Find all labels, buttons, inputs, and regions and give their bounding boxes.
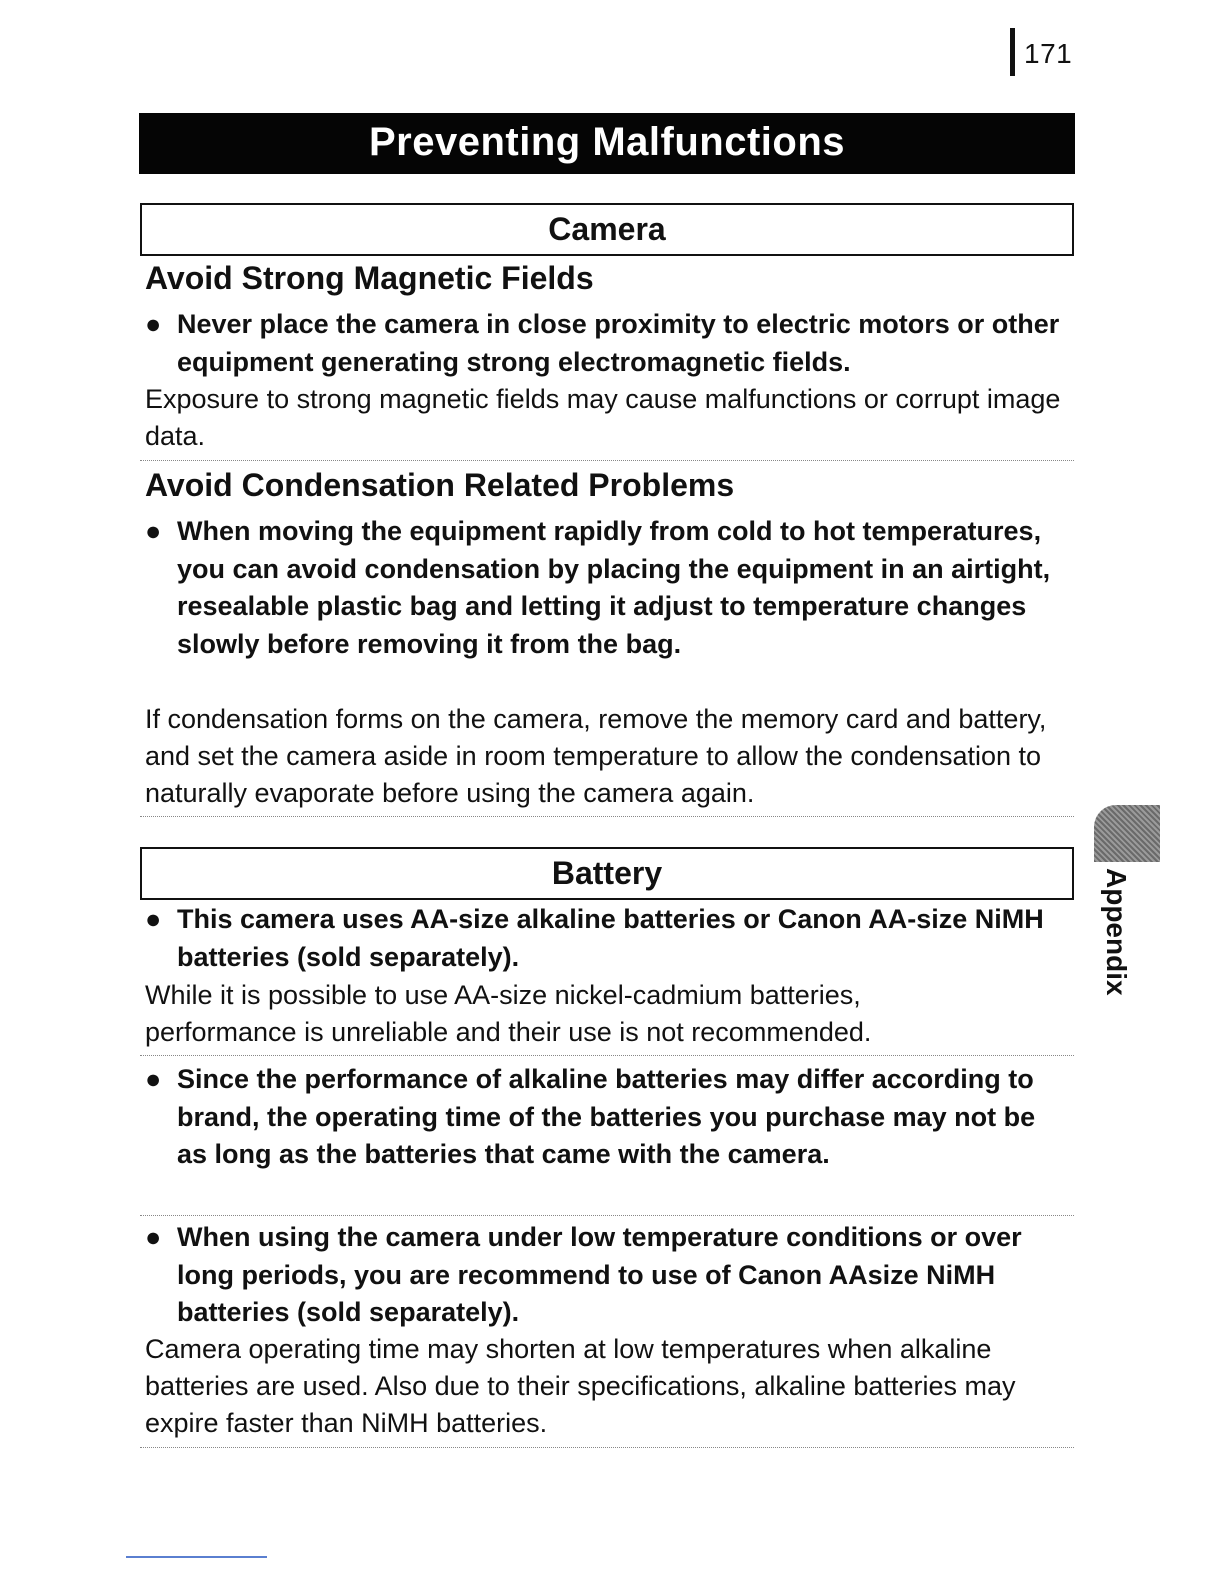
battery-bullet-text: When using the camera under low temperature conditions or over long periods, you are recommend to use of Canon AAsize NiMH batteries (sold separately).	[177, 1222, 1022, 1327]
bullet-dot-icon: ●	[145, 309, 162, 339]
camera-section-heading: Camera	[140, 203, 1074, 256]
page-number-bar	[1010, 28, 1015, 76]
magnetic-fields-bullet-text: Never place the camera in close proximity to electric motors or other equipment generating strong electromagnetic fields.	[177, 309, 1060, 377]
divider	[140, 1447, 1074, 1448]
battery-bullet-text: This camera uses AA-size alkaline batteries or Canon AA-size NiMH batteries (sold separately).	[177, 904, 1044, 972]
condensation-body: If condensation forms on the camera, remove the memory card and battery, and set the camera aside in room temperature to allow the condensation to naturally evaporate before using the camera again.	[145, 704, 1047, 808]
battery-bullet-text: Since the performance of alkaline batteries may differ according to brand, the operating time of the batteries you purchase may not be as long as the batteries that came with the camera.	[177, 1064, 1036, 1169]
condensation-bullet-text: When moving the equipment rapidly from cold to hot temperatures, you can avoid condensation by placing the equipment in an airtight, resealable plastic bag and letting it adjust to temperature changes slowly before removing it from the bag.	[177, 516, 1051, 659]
bottom-rule	[126, 1556, 267, 1558]
magnetic-fields-heading: Avoid Strong Magnetic Fields	[145, 260, 594, 296]
page-title: Preventing Malfunctions	[139, 113, 1075, 174]
battery-bullet	[145, 1219, 1075, 1332]
page-number: 171	[1024, 38, 1073, 69]
divider	[140, 816, 1074, 817]
appendix-tab-label: Appendix	[1101, 868, 1132, 996]
battery-bullet	[145, 1061, 1075, 1174]
bullet-dot-icon: ●	[145, 516, 162, 546]
condensation-bullet	[145, 513, 1075, 663]
condensation-heading: Avoid Condensation Related Problems	[145, 467, 735, 503]
battery-section-heading: Battery	[140, 847, 1074, 900]
battery-bullet	[145, 901, 1075, 976]
divider	[140, 1215, 1074, 1216]
magnetic-fields-bullet	[145, 306, 1075, 381]
bullet-dot-icon: ●	[145, 904, 162, 934]
magnetic-fields-body: Exposure to strong magnetic fields may cause malfunctions or corrupt image data.	[145, 384, 1061, 451]
bullet-dot-icon: ●	[145, 1064, 162, 1094]
divider	[140, 1055, 1074, 1056]
divider	[140, 460, 1074, 461]
bullet-dot-icon: ●	[145, 1222, 162, 1252]
battery-body: While it is possible to use AA-size nickel-cadmium batteries, performance is unreliable and their use is not recommended.	[145, 980, 872, 1047]
battery-body: Camera operating time may shorten at low temperatures when alkaline batteries are used. Also due to their specifications, alkaline batteries may expire faster than NiMH batteries.	[145, 1334, 1016, 1438]
appendix-tab-marker	[1094, 805, 1160, 862]
